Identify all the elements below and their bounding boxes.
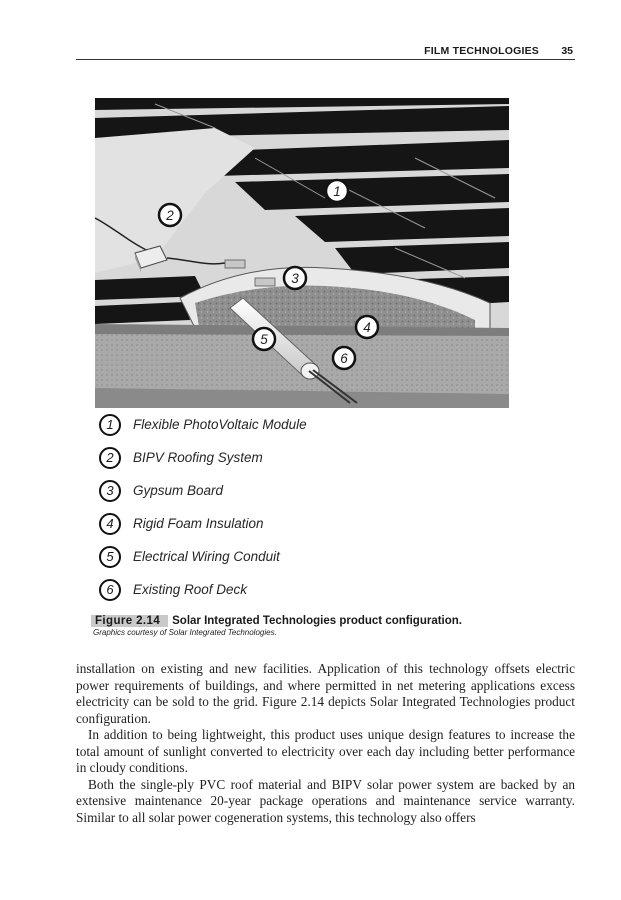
page-number: 35 (561, 45, 573, 57)
roof-cutaway-drawing (95, 98, 509, 408)
figure-label: Figure 2.14 (91, 615, 168, 627)
callout-4 (356, 316, 378, 338)
legend-item (97, 480, 397, 504)
legend-item (97, 447, 397, 471)
legend-label: Gypsum Board (133, 483, 224, 498)
paragraph: installation on existing and new facilities. Application of this technology offsets electric power requirements of buildings, and where permitted in net metering applications excess electricity can be sold to the grid. Figure 2.14 depicts Solar Integrated Technologies product configuration. (76, 661, 575, 726)
callout-6 (333, 347, 355, 369)
legend-item (97, 513, 397, 537)
legend-item (97, 546, 397, 570)
callout-5 (253, 328, 275, 350)
callout-2 (159, 204, 181, 226)
legend-item (97, 414, 397, 438)
legend-number: 2 (99, 447, 121, 469)
body-text (76, 661, 575, 826)
paragraph: In addition to being lightweight, this product uses unique design features to increase the total amount of sunlight converted to electricity over each day including better performance in cloudy conditions. (76, 727, 575, 775)
figure-title: Solar Integrated Technologies product configuration. (172, 615, 462, 627)
svg-text:2: 2 (166, 208, 174, 223)
legend-label: Rigid Foam Insulation (133, 516, 264, 531)
svg-text:3: 3 (291, 271, 299, 286)
legend-number: 4 (99, 513, 121, 535)
legend-number: 5 (99, 546, 121, 568)
svg-text:1: 1 (333, 184, 341, 199)
figure-credit: Graphics courtesy of Solar Integrated Technologies. (93, 628, 277, 637)
legend-label: Flexible PhotoVoltaic Module (133, 417, 307, 432)
legend-number: 1 (99, 414, 121, 436)
legend-label: Existing Roof Deck (133, 582, 248, 597)
running-head-title: FILM TECHNOLOGIES (424, 45, 539, 57)
callout-3 (284, 267, 306, 289)
svg-text:5: 5 (260, 332, 268, 347)
roof-system-illustration (95, 98, 509, 408)
running-head (76, 46, 575, 60)
callout-1 (326, 180, 348, 202)
legend-number: 3 (99, 480, 121, 502)
svg-text:6: 6 (340, 351, 348, 366)
legend-number: 6 (99, 579, 121, 601)
paragraph: Both the single-ply PVC roof material and BIPV solar power system are backed by an extensive maintenance 20-year package operations and maintenance service warranty. Similar to all solar power cogeneration systems, this technology also offers (76, 776, 575, 825)
figure-caption (91, 611, 571, 629)
legend-label: Electrical Wiring Conduit (133, 549, 280, 564)
svg-text:4: 4 (363, 320, 371, 335)
legend-item (97, 579, 397, 603)
legend-label: BIPV Roofing System (133, 450, 263, 465)
